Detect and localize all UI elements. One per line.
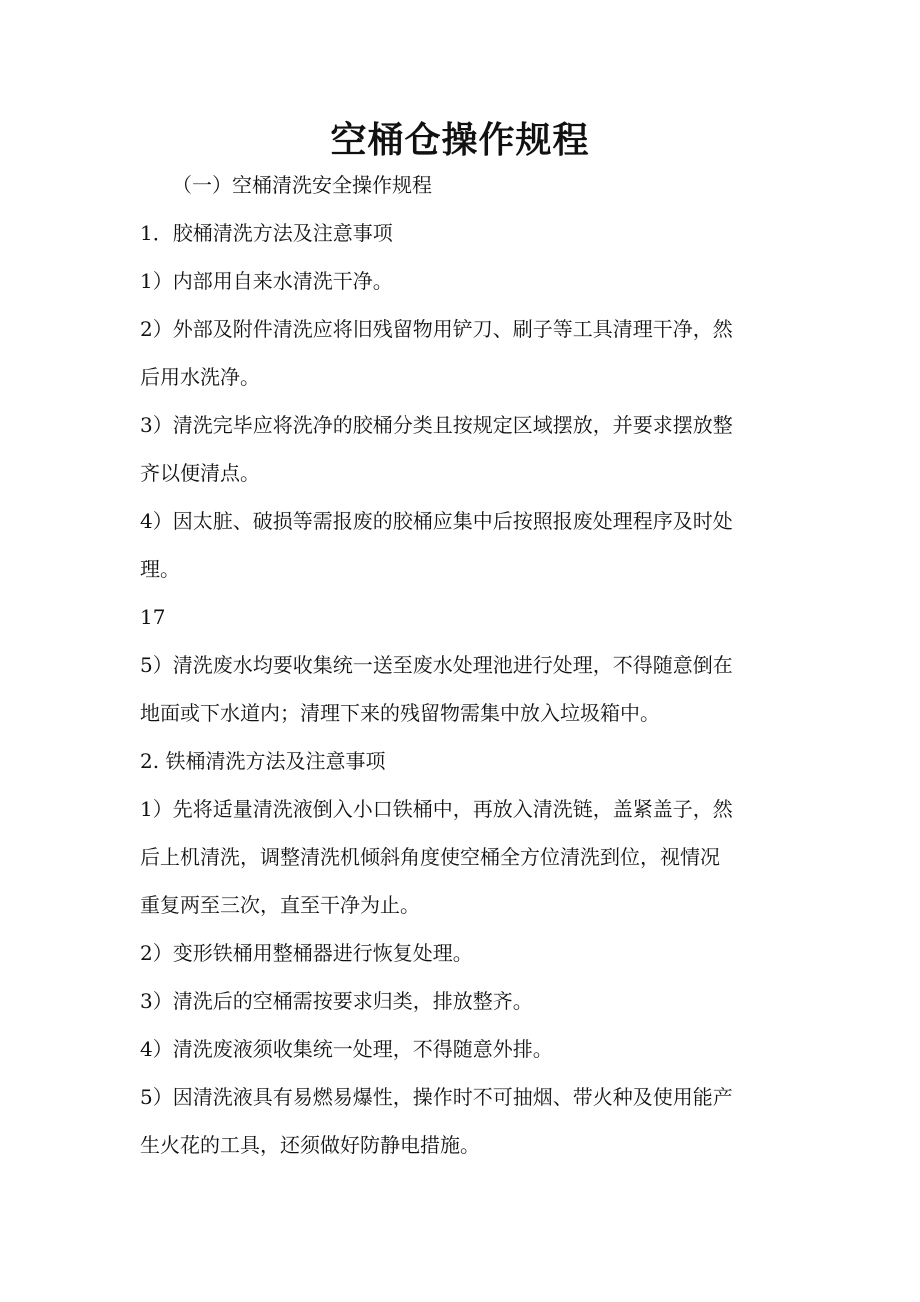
subsection-heading-rubber-drum: 1．胶桶清洗方法及注意事项: [140, 221, 393, 245]
paragraph-line: 生火花的工具，还须做好防静电措施。: [140, 1133, 480, 1157]
paragraph-line: 重复两至三次，直至干净为止。: [140, 893, 420, 917]
paragraph-line: 理。: [140, 557, 180, 581]
page-marker: 17: [140, 605, 166, 629]
paragraph-line: 2）外部及附件清洗应将旧残留物用铲刀、刷子等工具清理干净，然: [140, 317, 733, 341]
paragraph-line: 3）清洗完毕应将洗净的胶桶分类且按规定区域摆放，并要求摆放整: [140, 413, 733, 437]
paragraph-line: 4）因太脏、破损等需报废的胶桶应集中后按照报废处理程序及时处: [140, 509, 733, 533]
subsection-heading-iron-drum: 2. 铁桶清洗方法及注意事项: [140, 749, 386, 773]
paragraph-line: 4）清洗废液须收集统一处理，不得随意外排。: [140, 1037, 553, 1061]
paragraph-line: 2）变形铁桶用整桶器进行恢复处理。: [140, 941, 473, 965]
paragraph-line: 齐以便清点。: [140, 461, 260, 485]
page-title: 空桶仓操作规程: [330, 119, 590, 161]
paragraph-line: 地面或下水道内；清理下来的残留物需集中放入垃圾箱中。: [140, 701, 660, 725]
paragraph-line: 5）清洗废水均要收集统一送至废水处理池进行处理，不得随意倒在: [140, 653, 733, 677]
paragraph-line: 1）先将适量清洗液倒入小口铁桶中，再放入清洗链，盖紧盖子，然: [140, 797, 733, 821]
paragraph-line: 后用水洗净。: [140, 365, 260, 389]
paragraph-line: 5）因清洗液具有易燃易爆性，操作时不可抽烟、带火种及使用能产: [140, 1085, 733, 1109]
paragraph-line: 后上机清洗，调整清洗机倾斜角度使空桶全方位清洗到位，视情况: [140, 845, 720, 869]
paragraph-line: 1）内部用自来水清洗干净。: [140, 269, 393, 293]
document-body: [140, 168, 780, 1176]
section-heading-1: （一）空桶清洗安全操作规程: [172, 173, 432, 197]
paragraph-line: 3）清洗后的空桶需按要求归类，排放整齐。: [140, 989, 533, 1013]
